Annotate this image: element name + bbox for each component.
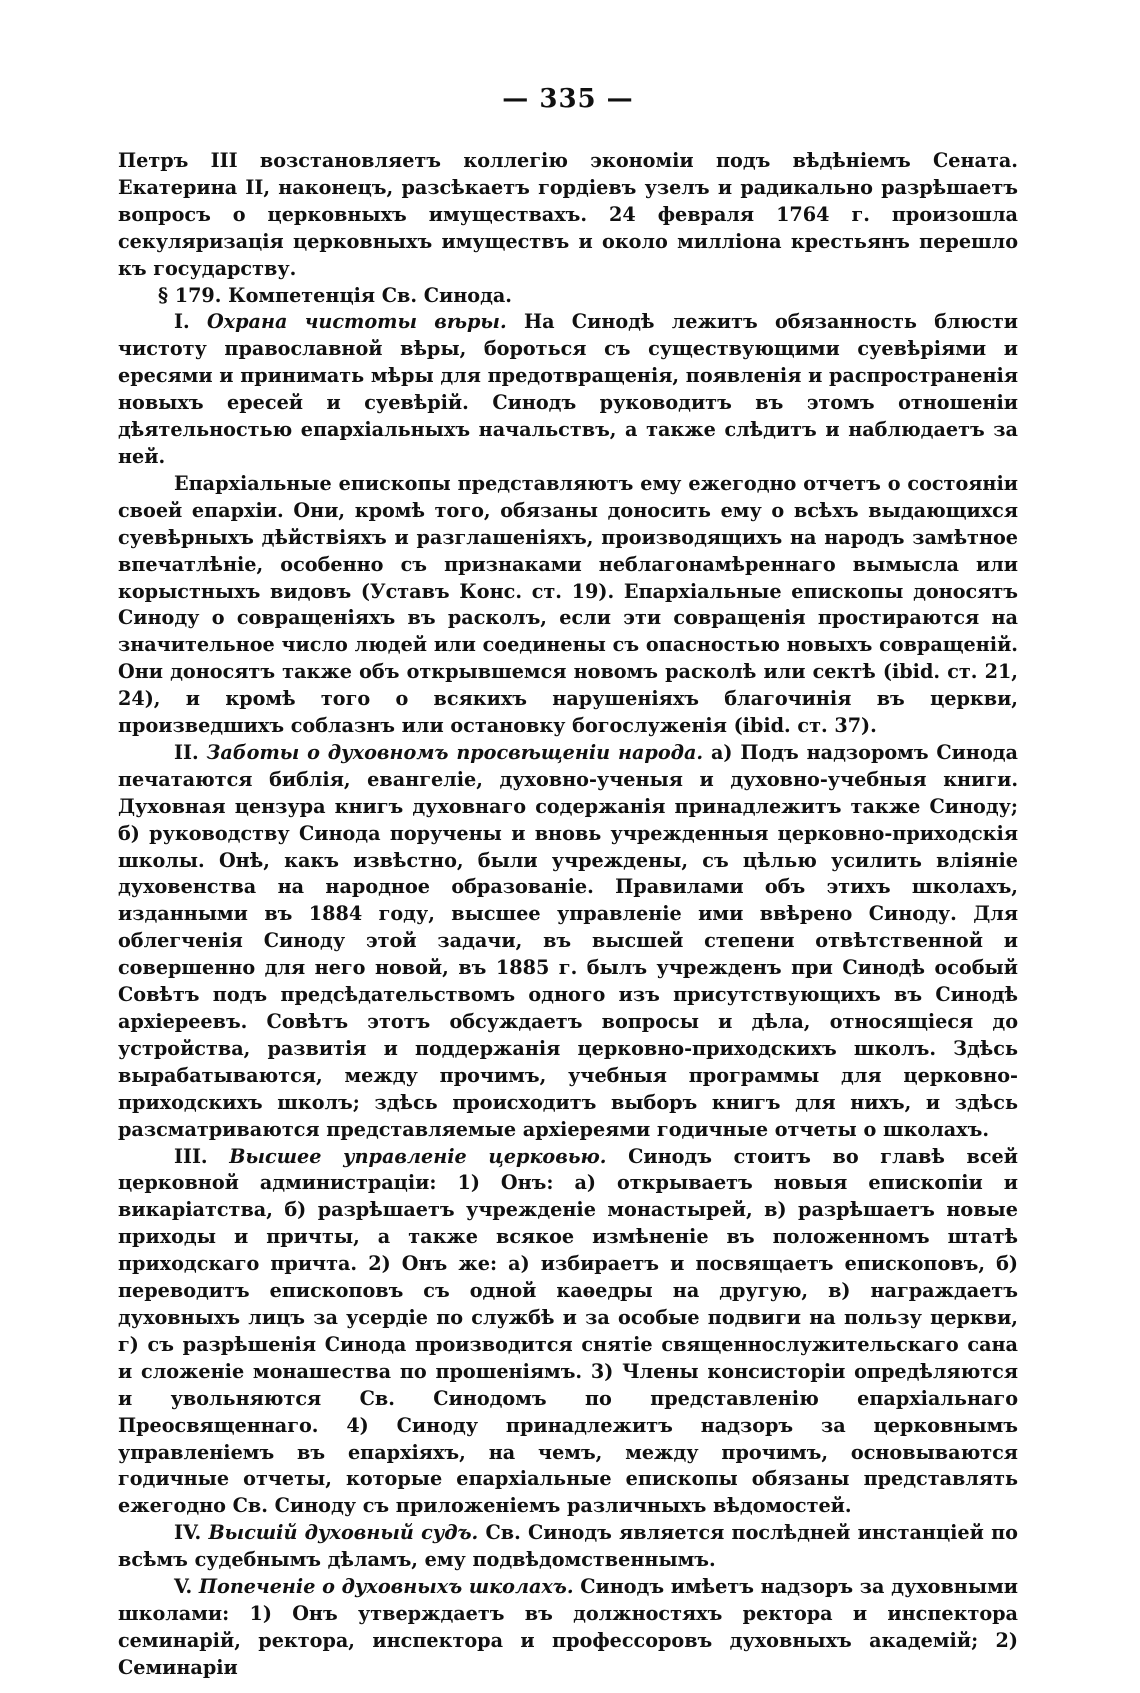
item-heading: Высшій духовный судъ.	[208, 1521, 479, 1545]
document-page	[118, 84, 1018, 1682]
item-body: Синодъ имѣетъ надзоръ за духовными школами: 1) Онъ утверждаетъ въ должностяхъ ректора и инспектора семинарій, ректора, инспектора и профессоровъ духовныхъ академій; 2) Семинаріи	[118, 1575, 1018, 1679]
item-heading: Охрана чистоты вѣры.	[206, 310, 507, 334]
paragraph-bishops-reports	[118, 471, 1018, 740]
item-body: На Синодѣ лежитъ обязанность блюсти чистоту православной вѣры, бороться съ существующими суевѣріями и ересями и принимать мѣры для предотвращенія, появленія и распространенія новыхъ ересей и суевѣрій. Синодъ руководитъ въ этомъ отношеніи дѣятельностью епархіальныхъ начальствъ, а также слѣдитъ и наблюдаетъ за ней.	[118, 310, 1019, 468]
paragraph-text: Епархіальные епископы представляютъ ему ежегодно отчетъ о состояніи своей епархіи. Они, кромѣ того, обязаны доносить ему о всѣхъ выдающихся суевѣрныхъ дѣйствіяхъ и разглашеніяхъ, производящихъ на народъ замѣтное впечатлѣніе, особенно съ признаками неблагонамѣреннаго вымысла или корыстныхъ видовъ (Уставъ Конс. ст. 19). Епархіальные епископы доносятъ Синоду о совращеніяхъ въ расколъ, если эти совращенія простираются на значительное число людей или соединены съ опасностью новыхъ совращеній. Они доносятъ также объ открывшемся новомъ расколѣ или сектѣ (ibid. ст. 21, 24), и кромѣ того о всякихъ нарушеніяхъ благочинія въ церкви, произведшихъ соблазнъ или остановку богослуженія (ibid. ст. 37).	[118, 471, 1018, 738]
page-number: — 335 —	[502, 84, 634, 114]
section-title: § 179. Компетенція Св. Синода.	[158, 283, 512, 307]
item-body: Св. Синодъ является послѣдней инстанціей по всѣмъ судебнымъ дѣламъ, ему подвѣдомственнымъ.	[118, 1521, 1018, 1572]
paragraph-item-5	[118, 1574, 1018, 1682]
item-body: а) Подъ надзоромъ Синода печатаются библія, евангеліе, духовно-ученыя и духовно-учебныя книги. Духовная цензура книгъ духовнаго содержанія принадлежитъ также Синоду; б) руководству Синода поручены и вновь учрежденныя церковно-приходскія школы. Онѣ, какъ извѣстно, были учреждены, съ цѣлью усилить вліяніе духовенства на народное образованіе. Правилами объ этихъ школахъ, изданными въ 1884 году, высшее управленіе ими ввѣрено Синоду. Для облегченія Синоду этой задачи, въ высшей степени отвѣтственной и совершенно для него новой, въ 1885 г. былъ учрежденъ при Синодѣ особый Совѣтъ подъ предсѣдательствомъ одного изъ присутствующихъ въ Синодѣ архіереевъ. Совѣтъ этотъ обсуждаетъ вопросы и дѣла, относящіеся до устройства, развитія и поддержанія церковно-приходскихъ школъ. Здѣсь вырабатываются, между прочимъ, учебныя программы для церковно-приходскихъ школъ; здѣсь происходитъ выборъ книгъ для нихъ, и здѣсь разсматриваются представляемые архіереями годичные отчеты о школахъ.	[118, 740, 1018, 1141]
item-number: II.	[174, 740, 199, 764]
paragraph-item-1	[118, 309, 1018, 470]
item-number: IV.	[174, 1521, 202, 1545]
paragraph-text: Петръ III возстановляетъ коллегію экономіи подъ вѣдѣніемъ Сената. Екатерина II, наконецъ, разсѣкаетъ гордіевъ узелъ и радикально разрѣшаетъ вопросъ о церковныхъ имуществахъ. 24 февраля 1764 г. произошла секуляризація церковныхъ имуществъ и около милліона крестьянъ перешло къ государству.	[118, 149, 1018, 280]
item-heading: Заботы о духовномъ просвѣщеніи народа.	[206, 740, 704, 764]
item-heading: Высшее управленіе церковью.	[229, 1144, 607, 1168]
item-number: I.	[174, 310, 190, 334]
item-number: V.	[174, 1575, 193, 1599]
item-heading: Попеченіе о духовныхъ школахъ.	[198, 1575, 574, 1599]
item-number: III.	[174, 1144, 208, 1168]
paragraph-item-2	[118, 740, 1018, 1144]
paragraph-catherine-secularization	[118, 148, 1018, 283]
paragraph-item-3	[118, 1144, 1018, 1521]
paragraph-item-4	[118, 1520, 1018, 1574]
item-body: Синодъ стоитъ во главѣ всей церковной администраціи: 1) Онъ: а) открываетъ новыя епископіи и викаріатства, б) разрѣшаетъ учрежденіе монастырей, в) разрѣшаетъ новые приходы и причты, а также всякое измѣненіе въ положенномъ штатѣ приходскаго причта. 2) Онъ же: а) избираетъ и посвящаетъ епископовъ, б) переводитъ епископовъ съ одной каѳедры на другую, в) награждаетъ духовныхъ лицъ за усердіе по службѣ и за особые подвиги на пользу церкви, г) съ разрѣшенія Синода производится снятіе священнослужительскаго сана и сложеніе монашества по прошеніямъ. 3) Члены консисторіи опредѣляются и увольняются Св. Синодомъ по представленію епархіальнаго Преосвященнаго. 4) Синоду принадлежитъ надзоръ за церковнымъ управленіемъ въ епархіяхъ, на чемъ, между прочимъ, основываются годичные отчеты, которые епархіальные епископы обязаны представлять ежегодно Св. Синоду съ приложеніемъ различныхъ вѣдомостей.	[118, 1144, 1018, 1518]
